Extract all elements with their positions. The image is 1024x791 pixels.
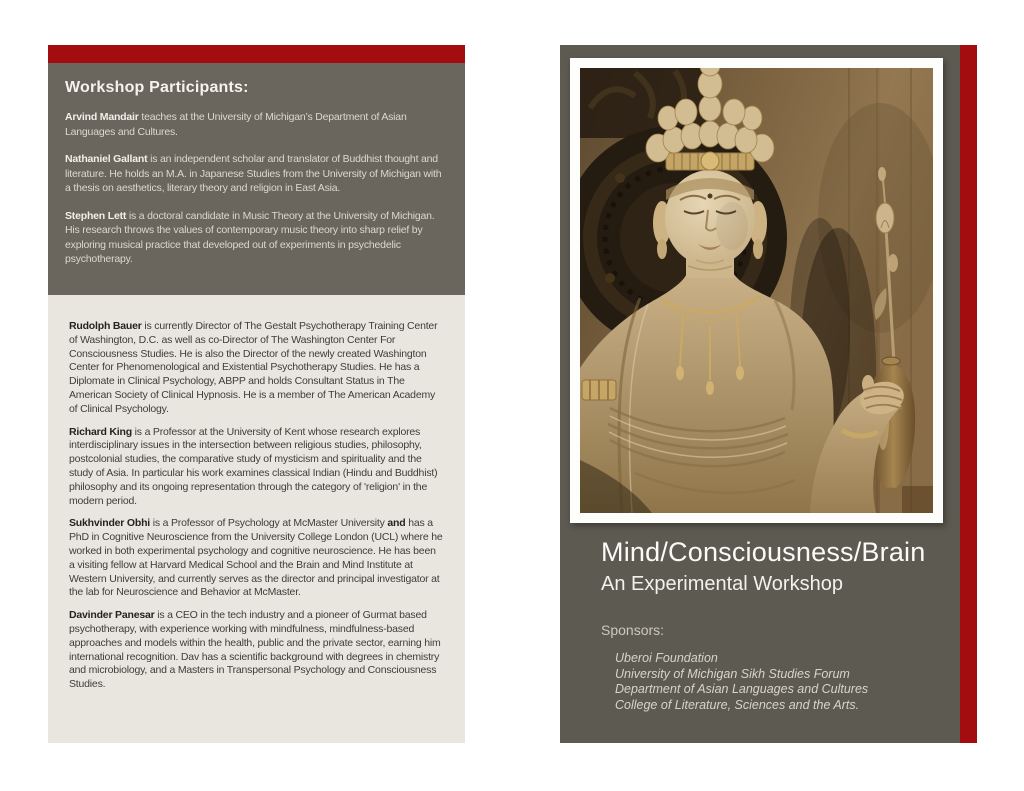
workshop-subtitle: An Experimental Workshop	[601, 573, 843, 595]
bio-paragraph: Stephen Lett is a doctoral candidate in Music Theory at the University of Michigan. His research throws the values of contemporary music theory into sharp relief by exploring musical practice that developed out of experiments in psychedelic psychotherapy.	[65, 209, 435, 265]
sponsor-item: Department of Asian Languages and Cultures	[615, 682, 869, 696]
bio-paragraph: Richard King is a Professor at the University of Kent whose research explores interdisciplinary issues in the intersection between religious studies, philosophy, postcolonial studies, the comparative study of mysticism and spirituality and the study of Asia. In particular his work examines classical Indian (Hindu and Buddhist) philosophy and its ongoing representation through the category of 'religion' in the modern period.	[69, 425, 438, 507]
right-panel-red-stripe	[960, 45, 977, 743]
sponsor-item: University of Michigan Sikh Studies Forum	[615, 666, 850, 681]
bio-paragraph: Arvind Mandair teaches at the University of Michigan’s Department of Asian Languages and Cultures.	[65, 111, 407, 138]
bio-paragraph: Rudolph Bauer is currently Director of The Gestalt Psychotherapy Training Center of Washington, D.C. as well as co-Director of The Washington Center For Consciousness Studies. He is also the Director of the newly created Washington Center for Phenomenological and Existential Psychotherapy Studies. He has a Diplomate in Clinical Psychology, ABPP and holds Consultant Status in The American Society of Clinical Hypnosis. He is a member of The American Academy of Clinical Psychology.	[69, 320, 438, 415]
sponsor-item: Uberoi Foundation	[615, 651, 718, 665]
bio-paragraph: Davinder Panesar is a CEO in the tech industry and a pioneer of Gurmat based psychotherapy, with experience working with mindfulness, mindfulness-based approaches and models within the health, public and the private sector, earning him international recognition. Dav has a scientific background with degrees in chemistry and microbiology, and a Masters in Transpersonal Psychology and Consciousness Studies.	[69, 609, 441, 691]
presenters-section	[48, 295, 465, 743]
sponsors-label: Sponsors:	[601, 622, 665, 638]
workshop-title: Mind/Consciousness/Brain	[601, 537, 926, 567]
bio-paragraph: Nathaniel Gallant is an independent scholar and translator of Buddhist thought and literature. He holds an M.A. in Japanese Studies from the University of Michigan with a thesis on aesthetics, literary theory and religion in East Asia.	[65, 153, 442, 194]
kannon-statue-photo	[580, 68, 933, 513]
left-panel	[48, 45, 465, 743]
left-panel-top-bar	[48, 45, 465, 63]
title-block	[601, 537, 946, 713]
participants-heading: Workshop Participants:	[65, 79, 249, 96]
right-panel	[560, 45, 960, 743]
participants-bios	[65, 110, 445, 267]
sponsors-list	[615, 651, 946, 713]
statue-photo-frame	[570, 58, 943, 523]
participants-section	[48, 63, 465, 295]
sponsor-item: College of Literature, Sciences and the Arts.	[615, 697, 860, 712]
bio-paragraph: Sukhvinder Obhi is a Professor of Psychology at McMaster University and has a PhD in Cognitive Neuroscience from the University College London (UCL) where he worked in both experimental psychology and cognitive neuroscience. He has been a visiting fellow at Harvard Medical School and the Brain and Mind Institute at Western University, and currently serves as the director and principal investigator at the lab for Neuroscience and Behavior at McMaster.	[69, 517, 443, 599]
